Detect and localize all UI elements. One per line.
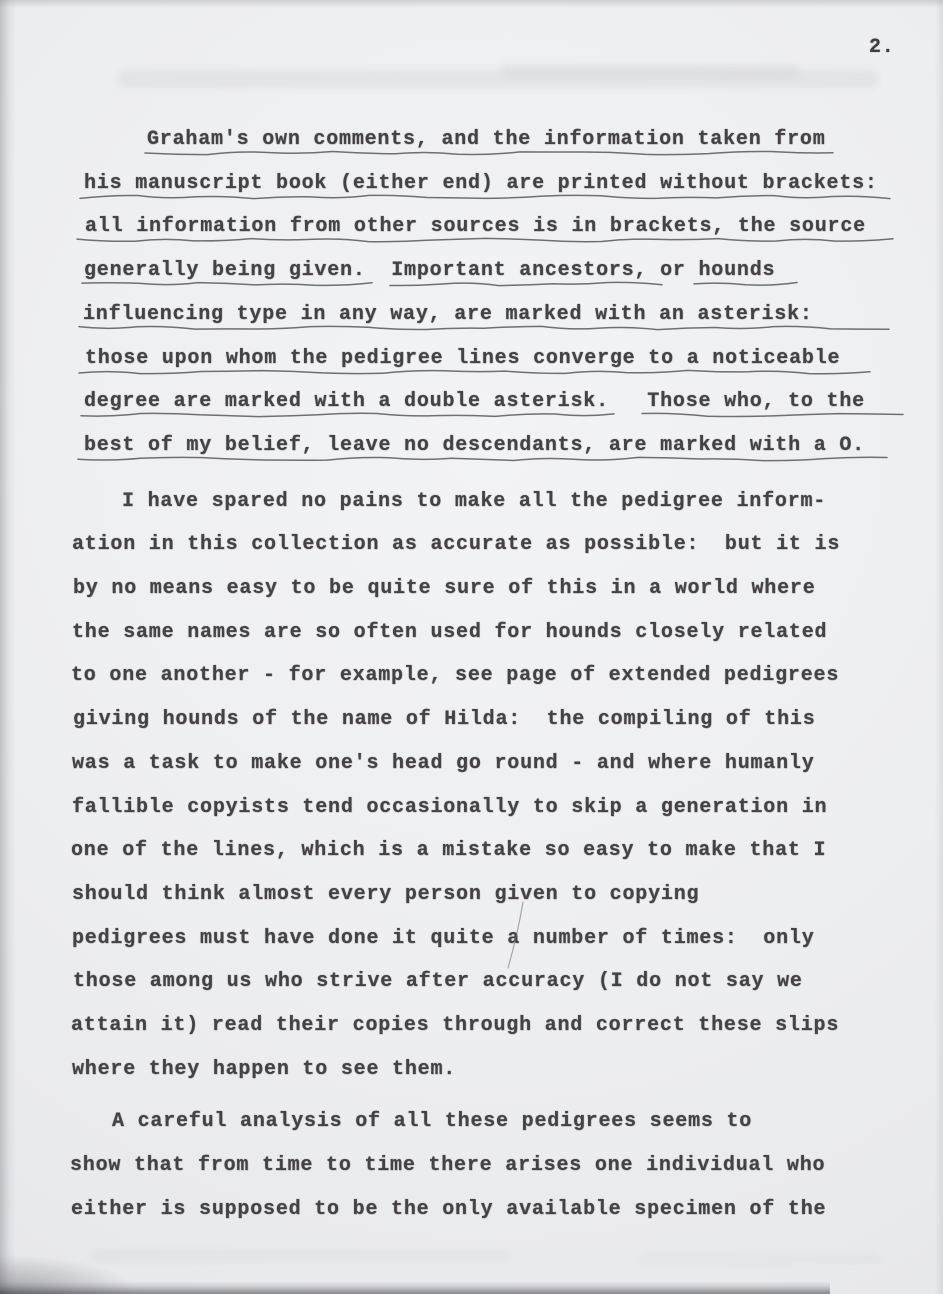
text-line: fallible copyists tend occasionally to skip a generation in	[72, 795, 828, 819]
page-number: 2.	[869, 36, 895, 59]
paragraph-accuracy	[0, 480, 943, 1092]
text-line: degree are marked with a double asterisk. Those who, to the	[84, 390, 865, 414]
text-line: A careful analysis of all these pedigrees seems to	[112, 1110, 753, 1134]
text-line: best of my belief, leave no descendants, are marked with a O.	[84, 433, 865, 457]
paragraph-analysis	[0, 1100, 943, 1231]
paragraph-brackets-convention	[0, 118, 943, 468]
bleed-through-smudge	[118, 70, 878, 88]
text-line: by no means easy to be quite sure of this in a world where	[73, 577, 816, 601]
text-line: one of the lines, which is a mistake so easy to make that I	[71, 839, 827, 863]
text-line: those among us who strive after accuracy (I do not say we	[73, 970, 803, 994]
text-line: Graham's own comments, and the information taken from	[147, 128, 826, 151]
text-line: generally being given. Important ancestors, or hounds	[84, 259, 776, 283]
text-line: was a task to make one's head go round - and where humanly	[72, 751, 815, 775]
text-line: ation in this collection as accurate as possible: but it is	[72, 533, 841, 557]
paper-corner-shadow	[0, 1254, 140, 1294]
text-line: to one another - for example, see page of extended pedigrees	[71, 664, 840, 688]
text-line: I have spared no pains to make all the pedigree inform-	[122, 489, 827, 513]
text-line: show that from time to time there arises one individual who	[70, 1154, 826, 1178]
text-line: attain it) read their copies through and correct these slips	[71, 1014, 840, 1038]
text-line: where they happen to see them.	[72, 1057, 457, 1081]
paper-edge-top	[0, 0, 943, 8]
text-line: influencing type in any way, are marked with an asterisk:	[83, 302, 813, 326]
text-line: his manuscript book (either end) are printed without brackets:	[84, 171, 878, 195]
text-line: all information from other sources is in brackets, the source	[85, 215, 866, 239]
text-line: either is supposed to be the only available specimen of the	[71, 1197, 827, 1221]
text-line: should think almost every person given to copying	[72, 882, 700, 906]
bleed-through-smudge	[90, 1250, 510, 1261]
bleed-through-smudge	[500, 64, 800, 77]
text-line: the same names are so often used for hounds closely related	[72, 620, 828, 644]
text-line: pedigrees must have done it quite a number of times: only	[72, 926, 815, 950]
typewritten-content	[0, 118, 943, 1232]
text-line: those upon whom the pedigree lines converge to a noticeable	[85, 346, 841, 370]
bleed-through-smudge	[640, 1254, 880, 1264]
text-line: giving hounds of the name of Hilda: the compiling of this	[73, 708, 816, 732]
paper-edge-bottom	[0, 1281, 830, 1294]
